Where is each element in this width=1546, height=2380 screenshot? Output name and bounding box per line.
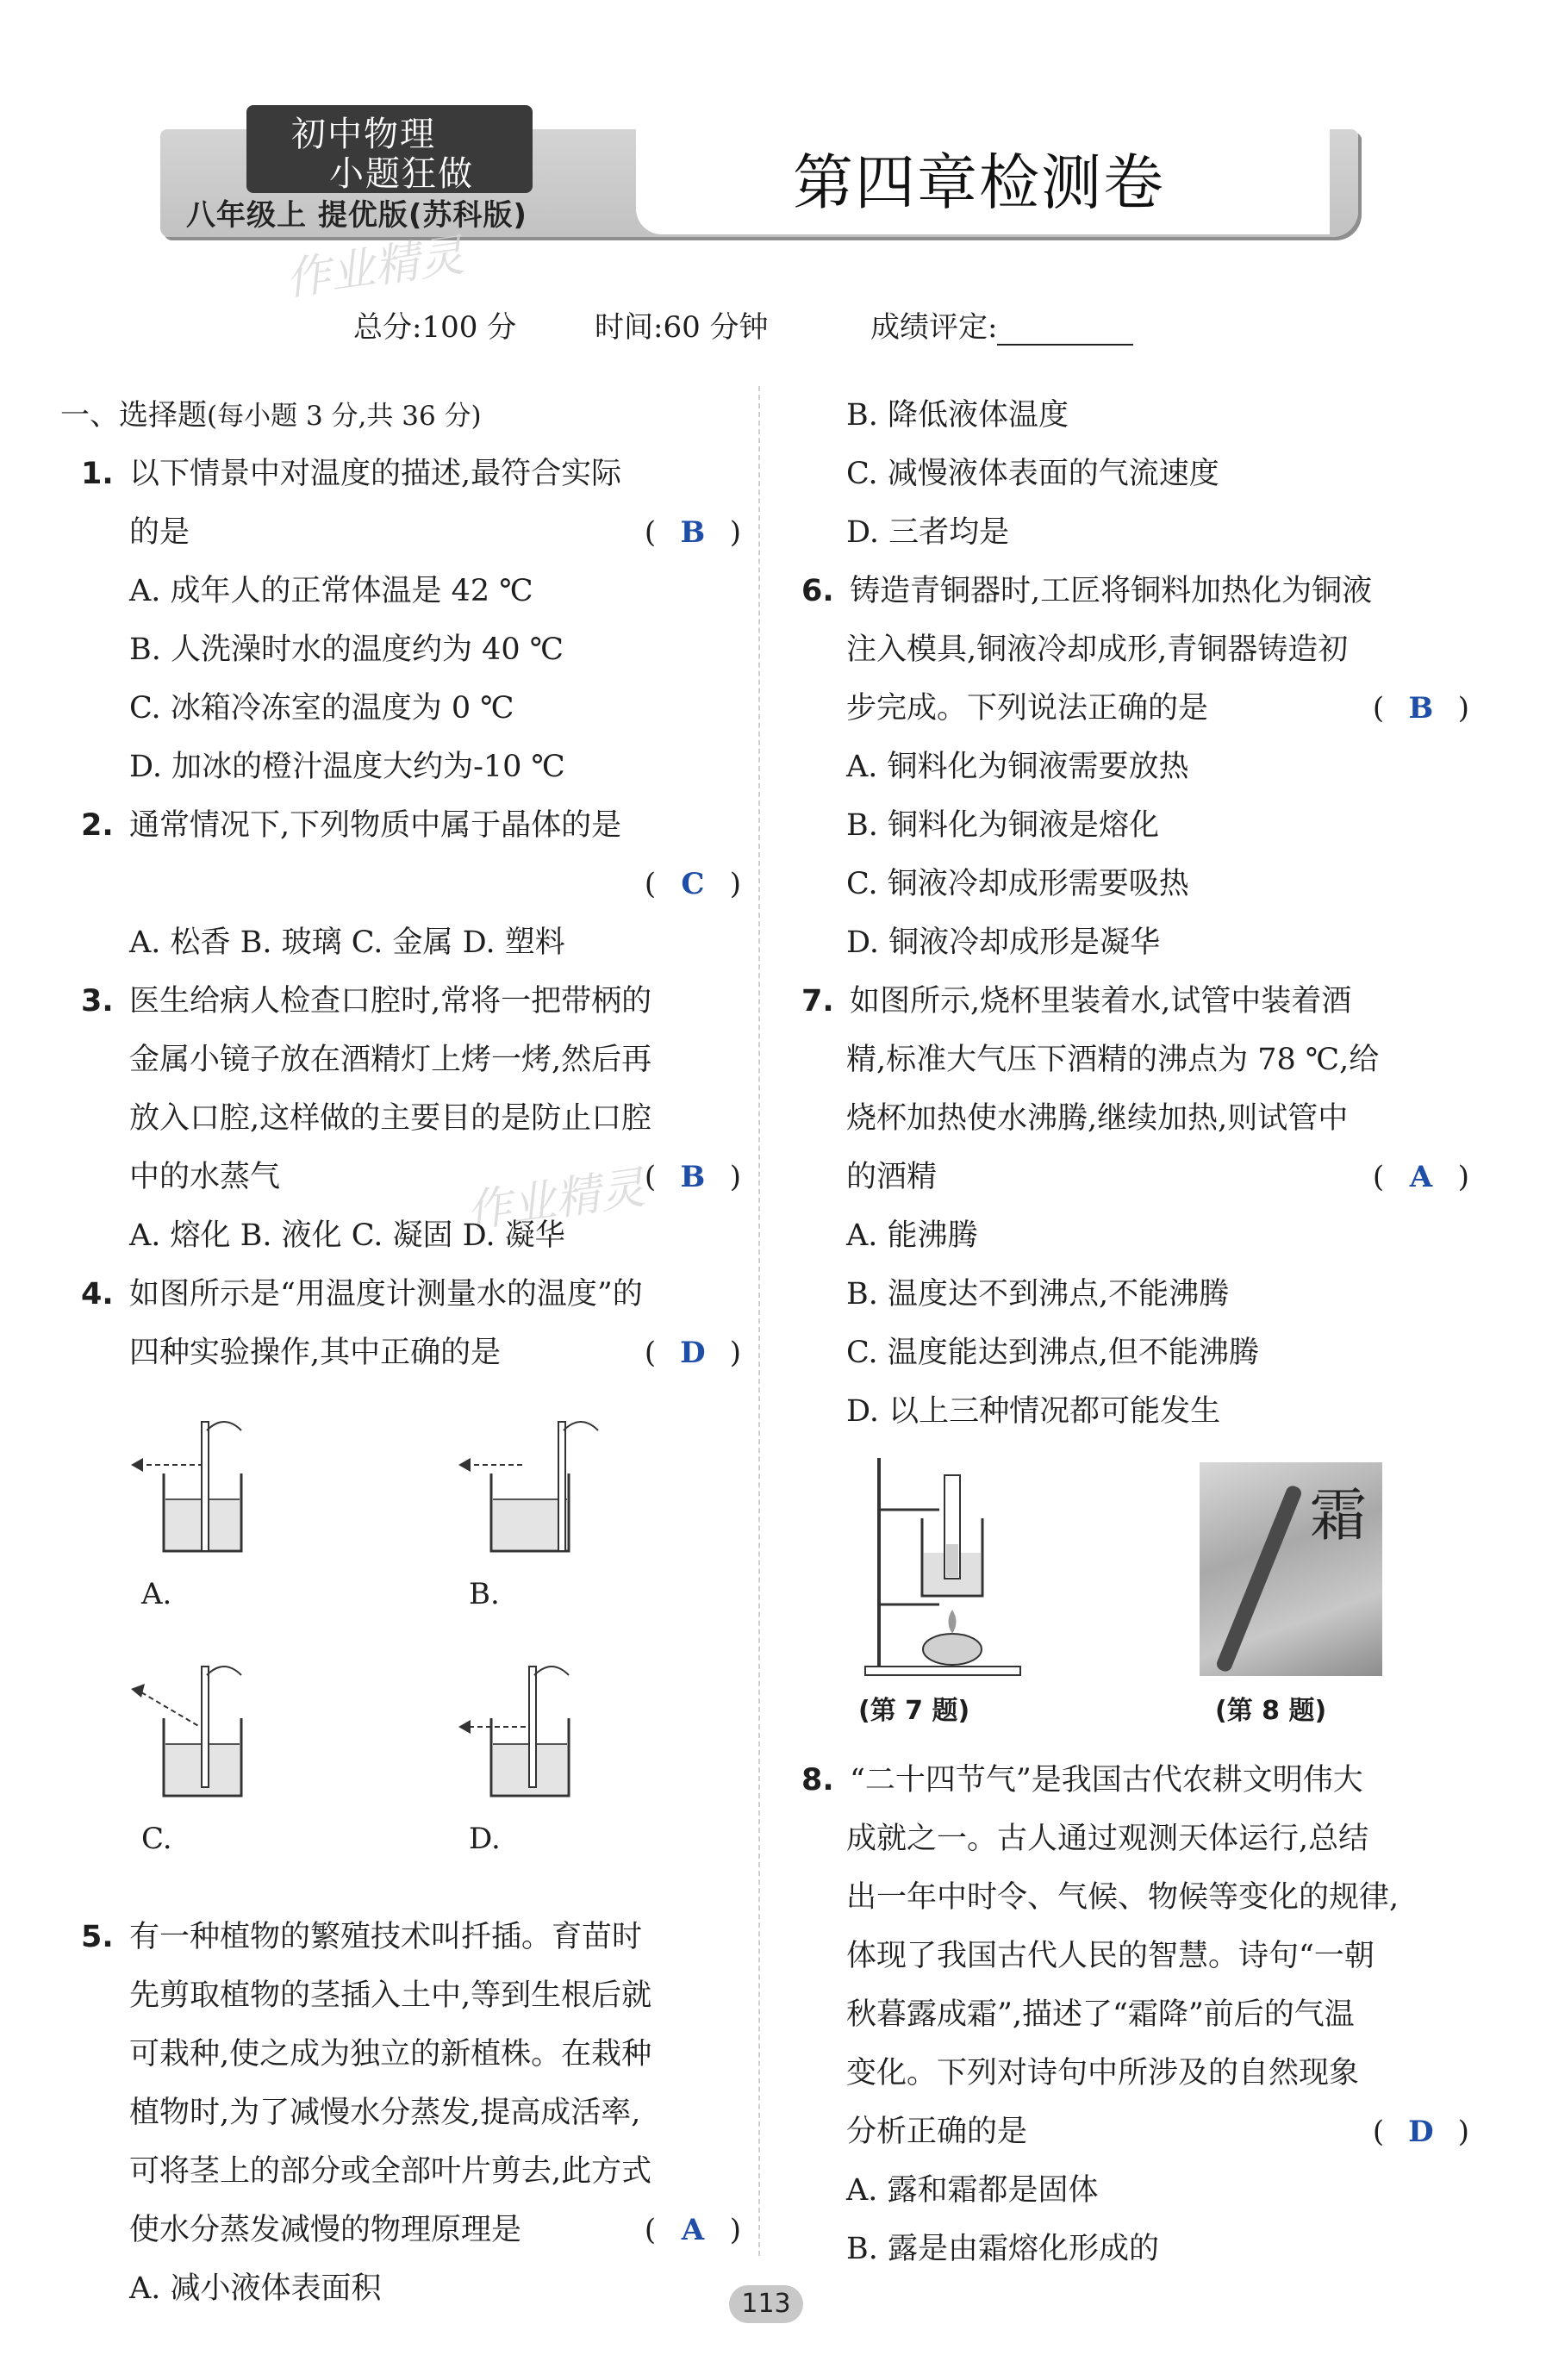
question-text: 体现了我国古代人民的智慧。诗句“一朝	[846, 1939, 1375, 1973]
beaker-diagram-b	[457, 1413, 620, 1577]
options-row: A. 熔化 B. 液化 C. 凝固 D. 凝华	[129, 1218, 565, 1253]
answer-letter: D	[680, 1336, 706, 1370]
question-text: 的酒精	[846, 1160, 938, 1194]
option-c: C. 减慢液体表面的气流速度	[846, 457, 1219, 491]
section-heading	[60, 386, 741, 445]
grade-field-label: 成绩评定:	[870, 310, 998, 345]
question-text-line	[801, 1148, 1469, 1206]
option-d: D. 三者均是	[846, 515, 1010, 550]
question-text: 使水分蒸发减慢的物理原理是	[129, 2213, 522, 2247]
question-text: 铸造青铜器时,工匠将铜料加热化为铜液	[850, 574, 1373, 608]
question-number: 8.	[801, 1763, 834, 1797]
option-a: A. 能沸腾	[846, 1218, 978, 1253]
question-text: 如图所示是“用温度计测量水的温度”的	[129, 1277, 643, 1311]
question-text: 秋暮露成霜”,描述了“霜降”前后的气温	[846, 1997, 1355, 2032]
figure-label: A.	[141, 1577, 172, 1611]
question-text: 烧杯加热使水沸腾,继续加热,则试管中	[846, 1101, 1349, 1136]
beaker-diagram-d	[457, 1658, 620, 1822]
left-column	[60, 386, 741, 2318]
series-line-2: 小题狂做	[329, 154, 474, 194]
answer-slot: ( D )	[1373, 2103, 1469, 2161]
option-a: A. 减小液体表面积	[129, 2271, 382, 2306]
question-number: 7.	[801, 984, 834, 1019]
answer-letter: B	[680, 1160, 706, 1194]
question-text: “二十四节气”是我国古代农耕文明伟大	[850, 1763, 1363, 1797]
figure-b	[457, 1413, 620, 1611]
option-b: B. 降低液体温度	[846, 398, 1069, 433]
question-text-line	[801, 679, 1469, 738]
question-text-line	[60, 1324, 741, 1382]
question-text-line	[60, 1148, 741, 1206]
question-7	[801, 972, 1469, 1031]
figure-a	[129, 1413, 293, 1611]
page-number: 113	[729, 2285, 803, 2323]
question-text-line	[60, 2201, 741, 2259]
question-number: 1.	[81, 457, 114, 491]
option-d: D. 铜液冷却成形是凝华	[846, 925, 1161, 960]
answer-letter: D	[1408, 2115, 1434, 2149]
answer-slot: ( A )	[645, 2201, 741, 2259]
answer-letter: A	[1409, 1160, 1433, 1194]
question-text: 步完成。下列说法正确的是	[846, 691, 1209, 726]
section-note: (每小题 3 分,共 36 分)	[207, 401, 482, 432]
question-6	[801, 562, 1469, 620]
question-8	[801, 1751, 1469, 1810]
question-text: 出一年中时令、气候、物候等变化的规律,	[846, 1880, 1400, 1915]
figure-label: B.	[469, 1577, 500, 1611]
question-1	[60, 445, 741, 503]
answer-slot: ( B )	[645, 503, 741, 562]
option-a: A. 成年人的正常体温是 42 ℃	[129, 574, 533, 608]
question-text: 有一种植物的繁殖技术叫扦插。育苗时	[129, 1920, 643, 1954]
figure-caption-q8: (第 8 题)	[1215, 1696, 1327, 1726]
total-score: 总分:100 分	[353, 310, 517, 345]
figure-label: D.	[469, 1822, 501, 1856]
question-text: 通常情况下,下列物质中属于晶体的是	[129, 808, 622, 843]
question-text: 金属小镜子放在酒精灯上烤一烤,然后再	[129, 1043, 652, 1077]
question-number: 6.	[801, 574, 834, 608]
question-3	[60, 972, 741, 1031]
time-limit: 时间:60 分钟	[595, 310, 769, 345]
option-b: B. 人洗澡时水的温度约为 40 ℃	[129, 632, 564, 667]
question-number: 4.	[81, 1277, 114, 1311]
right-column	[801, 386, 1469, 2278]
series-line-1: 初中物理	[291, 115, 436, 154]
answer-letter: B	[680, 515, 706, 550]
figure-c	[129, 1658, 293, 1856]
option-b: B. 温度达不到沸点,不能沸腾	[846, 1277, 1230, 1311]
thermometer-figures	[60, 1382, 741, 1908]
answer-letter: B	[1408, 691, 1434, 726]
option-d: D. 加冰的橙汁温度大约为-10 ℃	[129, 750, 565, 784]
question-text: 可将茎上的部分或全部叶片剪去,此方式	[129, 2154, 652, 2189]
question-text-line	[60, 503, 741, 562]
question-text: 放入口腔,这样做的主要目的是防止口腔	[129, 1101, 652, 1136]
answer-letter: C	[681, 867, 705, 901]
answer-line	[60, 855, 741, 913]
question-number: 2.	[81, 808, 114, 843]
section-title: 一、选择题	[60, 398, 207, 433]
option-a: A. 铜料化为铜液需要放热	[846, 750, 1189, 784]
grade-field	[870, 303, 1133, 346]
series-badge	[246, 105, 533, 193]
question-5	[60, 1908, 741, 1966]
question-text: 四种实验操作,其中正确的是	[129, 1336, 502, 1370]
answer-slot: ( A )	[1373, 1148, 1469, 1206]
question-number: 3.	[81, 984, 114, 1019]
question-text: 注入模具,铜液冷却成形,青铜器铸造初	[846, 632, 1349, 667]
question-text: 变化。下列对诗句中所涉及的自然现象	[846, 2056, 1360, 2090]
question-text: 精,标准大气压下酒精的沸点为 78 ℃,给	[846, 1043, 1380, 1077]
figures-q7-q8	[801, 1441, 1469, 1751]
beaker-diagram-a	[129, 1413, 293, 1577]
answer-slot: ( C )	[645, 855, 741, 913]
option-b: B. 铜料化为铜液是熔化	[846, 808, 1159, 843]
question-number: 5.	[81, 1920, 114, 1954]
figure-d	[457, 1658, 620, 1856]
answer-slot: ( D )	[645, 1324, 741, 1382]
option-a: A. 露和霜都是固体	[846, 2173, 1099, 2208]
question-text: 分析正确的是	[846, 2115, 1028, 2149]
option-c: C. 温度能达到沸点,但不能沸腾	[846, 1336, 1259, 1370]
option-c: C. 冰箱冷冻室的温度为 0 ℃	[129, 691, 514, 726]
question-text: 可栽种,使之成为独立的新植株。在栽种	[129, 2037, 652, 2072]
question-text: 先剪取植物的茎插入土中,等到生根后就	[129, 1978, 652, 2013]
beaker-diagram-c	[129, 1658, 293, 1822]
watermark: 作业精灵	[282, 229, 467, 307]
photo-character: 霜	[1310, 1482, 1367, 1548]
figure-caption-q7: (第 7 题)	[858, 1696, 970, 1726]
question-text: 成就之一。古人通过观测天体运行,总结	[846, 1822, 1369, 1856]
branch-shape	[1215, 1484, 1304, 1673]
answer-slot: ( B )	[645, 1148, 741, 1206]
option-d: D. 以上三种情况都可能发生	[846, 1394, 1221, 1429]
question-text: 植物时,为了减慢水分蒸发,提高成活率,	[129, 2096, 641, 2130]
answer-slot: ( B )	[1373, 679, 1469, 738]
question-2	[60, 796, 741, 855]
options-row: A. 松香 B. 玻璃 C. 金属 D. 塑料	[129, 925, 565, 960]
question-text: 医生给病人检查口腔时,常将一把带柄的	[129, 984, 652, 1019]
question-text: 中的水蒸气	[129, 1160, 281, 1194]
grade-blank[interactable]	[997, 318, 1133, 346]
question-4	[60, 1265, 741, 1324]
watermark: 作业精灵	[463, 1162, 648, 1239]
question-text: 如图所示,烧杯里装着水,试管中装着酒	[850, 984, 1352, 1019]
page-title: 第四章检测卷	[793, 147, 1165, 218]
question-text: 以下情景中对温度的描述,最符合实际	[129, 457, 622, 491]
frost-photo	[1200, 1462, 1382, 1676]
answer-letter: A	[681, 2213, 705, 2247]
grade-label: 八年级上 提优版(苏科版)	[186, 198, 527, 233]
boiling-apparatus-diagram	[862, 1449, 1034, 1682]
column-divider	[758, 386, 760, 2256]
question-text-line	[801, 2103, 1469, 2161]
option-b: B. 露是由霜熔化形成的	[846, 2232, 1159, 2266]
question-text: 的是	[129, 515, 190, 550]
option-c: C. 铜液冷却成形需要吸热	[846, 867, 1189, 901]
figure-label: C.	[141, 1822, 172, 1856]
